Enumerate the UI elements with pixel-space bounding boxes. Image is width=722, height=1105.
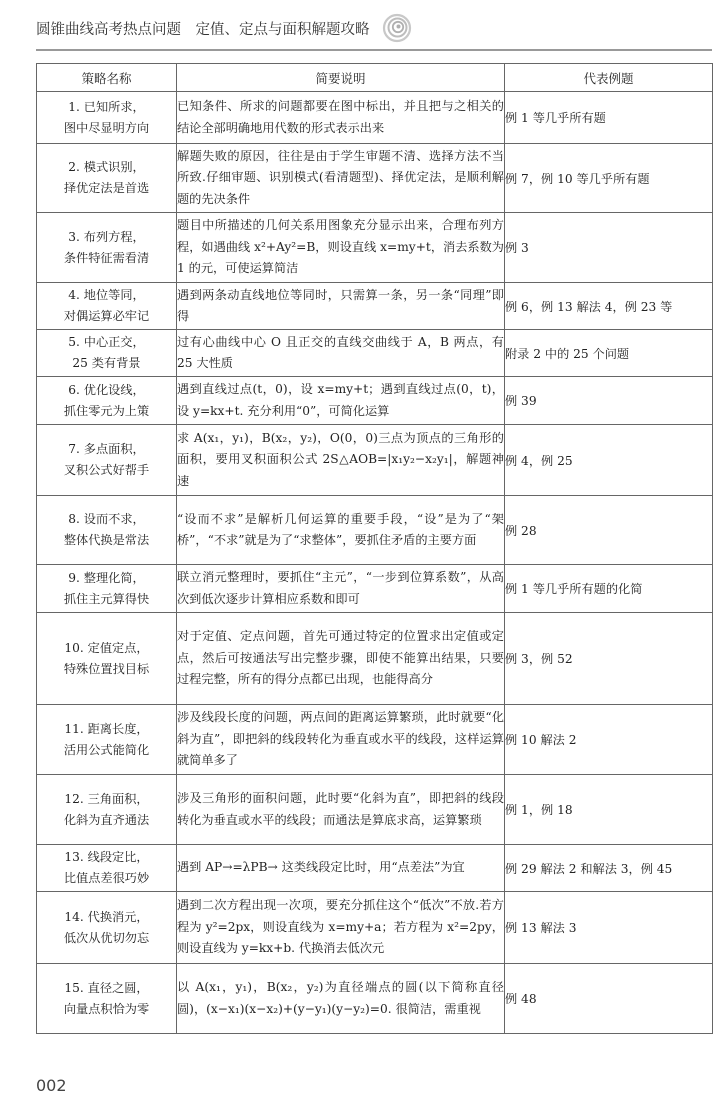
strategy-name-line: 特殊位置找目标 (63, 661, 150, 676)
representative-example: 附录 2 中的 25 个问题 (505, 330, 713, 377)
strategy-description: 涉及三角形的面积问题，此时要“化斜为直”，即把斜的线段转化为垂直或水平的线段；而通法是算底求高，运算繁琐 (177, 775, 505, 845)
strategy-name-line: 比值点差很巧妙 (63, 871, 150, 885)
strategy-description: 遇到直线过点(t，0)，设 x=my+t；遇到直线过点(0，t)，设 y=kx+t. 充分利用“0”，可简化运算 (177, 377, 505, 425)
strategy-name-line: 叉积公式好帮手 (63, 463, 150, 477)
table-row (37, 92, 713, 144)
strategy-name-line: 向量点积恰为零 (63, 1001, 150, 1016)
strategy-name-line: 整体代换是常法 (63, 533, 150, 547)
table-row (37, 330, 713, 377)
header-title: 圆锥曲线高考热点问题 定值、定点与面积解题攻略 (36, 21, 370, 38)
strategy-name-line: 对偶运算必牢记 (63, 309, 150, 323)
page-header (36, 14, 412, 42)
strategy-name-line: 13. 线段定比， (64, 850, 149, 864)
strategy-name-cell (37, 330, 177, 377)
strategy-description: 联立消元整理时，要抓住“主元”，“一步到位算系数”，从高次到低次逐步计算相应系数和即可 (177, 565, 505, 613)
representative-example: 例 7，例 10 等几乎所有题 (505, 144, 713, 213)
strategy-name-line: 低次从优切勿忘 (63, 930, 150, 945)
table-row (37, 613, 713, 705)
strategy-name-cell (37, 705, 177, 775)
strategy-name-line: 7. 多点面积， (68, 442, 145, 456)
header-divider (36, 49, 712, 51)
strategy-name-line: 6. 优化设线， (68, 382, 145, 397)
representative-example: 例 1 等几乎所有题的化简 (505, 565, 713, 613)
strategy-name-cell (37, 144, 177, 213)
strategy-name-line: 9. 整理化简， (68, 570, 145, 585)
strategy-description: 解题失败的原因，往往是由于学生审题不清、选择方法不当所致.仔细审题、识别模式(看清题型)、择优定法，是顺利解题的先决条件 (177, 144, 505, 213)
strategy-name-cell (37, 565, 177, 613)
strategy-description: 遇到两条动直线地位等同时，只需算一条，另一条“同理”即得 (177, 283, 505, 330)
strategy-name-line: 2. 模式识别， (68, 160, 145, 174)
representative-example: 例 3 (505, 213, 713, 283)
strategy-name-line: 条件特征需看清 (63, 250, 150, 265)
strategy-name-cell (37, 613, 177, 705)
representative-example: 例 28 (505, 496, 713, 565)
table-row (37, 705, 713, 775)
strategy-description: 遇到二次方程出现一次项，要充分抓住这个“低次”不放.若方程为 y²=2px，则设直线为 x=my+a；若方程为 x²=2py，则设直线为 y=kx+b. 代换消去低次元 (177, 892, 505, 964)
representative-example: 例 6，例 13 解法 4，例 23 等 (505, 283, 713, 330)
table-header-row (37, 64, 713, 92)
table-row (37, 496, 713, 565)
table-row (37, 892, 713, 964)
strategy-name-line: 1. 已知所求， (68, 99, 145, 114)
strategy-table (36, 63, 713, 1034)
strategy-name-line: 化斜为直齐通法 (63, 812, 150, 827)
column-header-name: 策略名称 (37, 64, 177, 92)
table-row (37, 377, 713, 425)
table-row (37, 565, 713, 613)
table-row (37, 425, 713, 496)
strategy-name-line: 3. 布列方程， (68, 229, 145, 244)
strategy-name-line: 15. 直径之圆， (64, 980, 149, 995)
table-row (37, 775, 713, 845)
strategy-name-line: 10. 定值定点， (64, 640, 149, 655)
spiral-logo-icon (382, 13, 412, 43)
strategy-description: 过有心曲线中心 O 且正交的直线交曲线于 A，B 两点，有 25 大性质 (177, 330, 505, 377)
table-row (37, 964, 713, 1034)
strategy-name-cell (37, 845, 177, 892)
table-row (37, 283, 713, 330)
strategy-name-cell (37, 892, 177, 964)
strategy-name-line: 4. 地位等同， (68, 288, 145, 302)
strategy-name-cell (37, 775, 177, 845)
representative-example: 例 13 解法 3 (505, 892, 713, 964)
strategy-name-cell (37, 213, 177, 283)
strategy-description: “设而不求”是解析几何运算的重要手段，“设”是为了“架桥”，“不求”就是为了“求整体”，要抓住矛盾的主要方面 (177, 496, 505, 565)
table-row (37, 213, 713, 283)
strategy-name-cell (37, 283, 177, 330)
page-number: 002 (36, 1076, 67, 1095)
strategy-name-line: 抓住零元为上策 (63, 403, 150, 418)
strategy-name-line: 择优定法是首选 (63, 181, 150, 195)
representative-example: 例 48 (505, 964, 713, 1034)
strategy-name-line: 11. 距离长度， (64, 721, 149, 736)
column-header-desc: 简要说明 (177, 64, 505, 92)
strategy-name-line: 5. 中心正交， (68, 335, 145, 349)
strategy-name-line: 活用公式能简化 (63, 742, 150, 757)
strategy-name-line: 抓住主元算得快 (63, 591, 150, 606)
strategy-description: 对于定值、定点问题，首先可通过特定的位置求出定值或定点，然后可按通法写出完整步骤，即使不能算出结果，只要过程完整，所有的得分点都已出现，也能得高分 (177, 613, 505, 705)
strategy-name-cell (37, 377, 177, 425)
strategy-description: 以 A(x₁，y₁)，B(x₂，y₂)为直径端点的圆(以下简称直径圆)，(x−x₁)(x−x₂)+(y−y₁)(y−y₂)=0. 很简洁，需重视 (177, 964, 505, 1034)
representative-example: 例 1，例 18 (505, 775, 713, 845)
strategy-name-line: 12. 三角面积， (64, 791, 149, 806)
representative-example: 例 39 (505, 377, 713, 425)
strategy-description: 求 A(x₁，y₁)，B(x₂，y₂)，O(0，0)三点为顶点的三角形的面积，要用叉积面积公式 2S△AOB=|x₁y₂−x₂y₁|，解题神速 (177, 425, 505, 496)
strategy-description: 遇到 AP→=λPB→ 这类线段定比时，用“点差法”为宜 (177, 845, 505, 892)
strategy-name-cell (37, 964, 177, 1034)
representative-example: 例 3，例 52 (505, 613, 713, 705)
table-row (37, 845, 713, 892)
representative-example: 例 29 解法 2 和解法 3，例 45 (505, 845, 713, 892)
table-row (37, 144, 713, 213)
representative-example: 例 4，例 25 (505, 425, 713, 496)
strategy-description: 题目中所描述的几何关系用图象充分显示出来，合理布列方程，如遇曲线 x²+Ay²=B，则设直线 x=my+t，消去系数为 1 的元，可使运算简洁 (177, 213, 505, 283)
strategy-name-line: 25 类有背景 (72, 356, 141, 370)
strategy-description: 已知条件、所求的问题都要在图中标出，并且把与之相关的结论全部明确地用代数的形式表示出来 (177, 92, 505, 144)
representative-example: 例 1 等几乎所有题 (505, 92, 713, 144)
representative-example: 例 10 解法 2 (505, 705, 713, 775)
strategy-name-line: 14. 代换消元， (64, 909, 149, 924)
strategy-name-line: 8. 设而不求， (68, 512, 145, 526)
strategy-description: 涉及线段长度的问题，两点间的距离运算繁琐，此时就要“化斜为直”，即把斜的线段转化为垂直或水平的线段，这样运算就简单多了 (177, 705, 505, 775)
strategy-name-line: 图中尽显明方向 (63, 120, 150, 135)
strategy-name-cell (37, 496, 177, 565)
column-header-example: 代表例题 (505, 64, 713, 92)
strategy-name-cell (37, 92, 177, 144)
strategy-name-cell (37, 425, 177, 496)
